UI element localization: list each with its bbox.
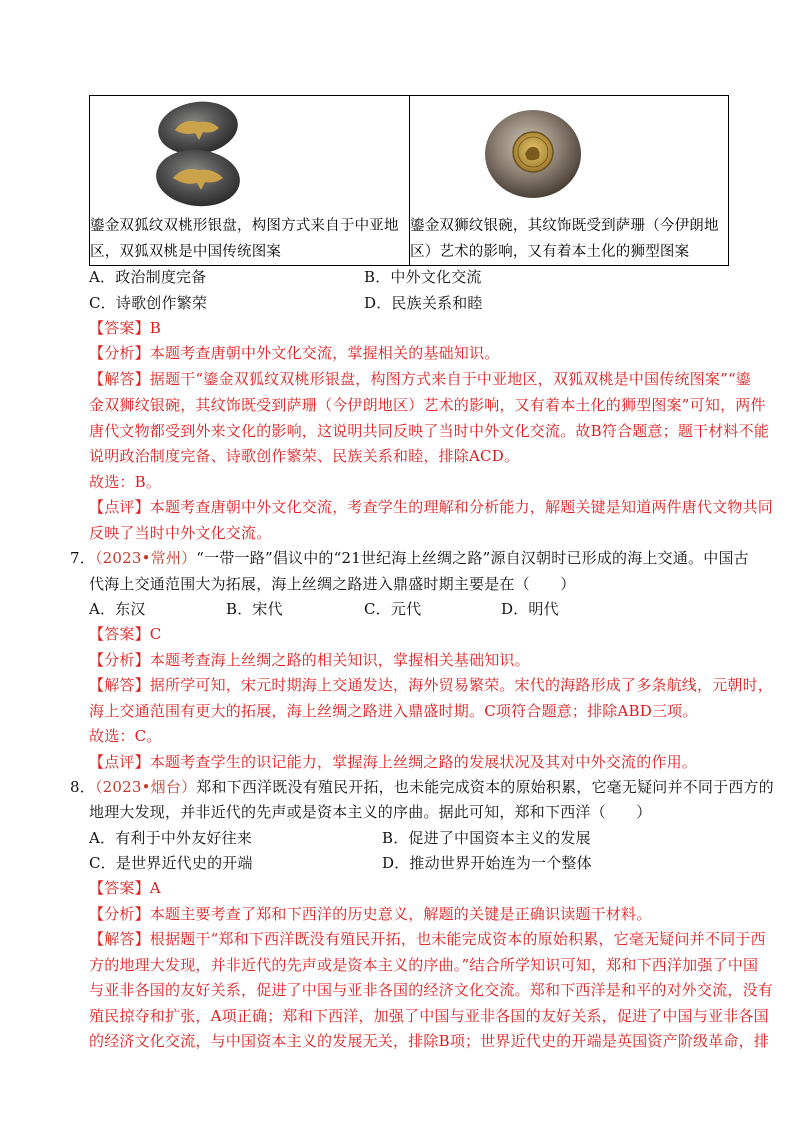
lion-bowl-caption-line1: 鎏金双狮纹银碗，其纹饰既受到萨珊（今伊朗地 — [410, 218, 719, 234]
fox-plate-caption-line1: 鎏金双狐纹双桃形银盘，构图方式来自于中亚地 — [90, 218, 399, 234]
q6-solution-line1: 【解答】据题干“鎏金双狐纹双桃形银盘，构图方式来自于中亚地区，双狐双桃是中国传统图案”“鎏 — [89, 370, 752, 388]
q6-choose: 故选：B。 — [89, 473, 162, 491]
q7-stem-text1: “一带一路”倡议中的“21世纪海上丝绸之路”源自汉朝时已形成的海上交通。中国古 — [196, 549, 749, 567]
artifact-cell-lion-bowl — [410, 96, 728, 265]
q8-solution-line3: 与亚非各国的友好关系，促进了中国与亚非各国的经济文化交流。郑和下西洋是和平的对外交流，没有 — [89, 981, 774, 999]
lion-bowl-image — [481, 102, 585, 206]
q6-comment-line1: 【点评】本题考查唐朝中外文化交流，考查学生的理解和分析能力，解题关键是知道两件唐代文物共同 — [89, 498, 774, 516]
q6-solution-line4: 说明政治制度完备、诗歌创作繁荣、民族关系和睦，排除ACD。 — [89, 447, 520, 465]
q8-solution-line5: 的经济文化交流，与中国资本主义的发展无关，排除B项；世界近代史的开端是英国资产阶级革命，排 — [89, 1032, 770, 1050]
fox-plate-image — [153, 100, 243, 208]
q6-answer: 【答案】B — [89, 319, 162, 337]
q7-stem-line1 — [70, 547, 749, 568]
q7-option-a: A．东汉 — [89, 600, 146, 618]
q7-stem-line2: 代海上交通范围大为拓展，海上丝绸之路进入鼎盛时期主要是在（ ） — [89, 575, 576, 593]
q7-comment: 【点评】本题考查学生的识记能力，掌握海上丝绸之路的发展状况及其对中外交流的作用。 — [89, 753, 698, 771]
q7-number: 7． — [70, 549, 95, 567]
q8-source: （2023•烟台） — [94, 778, 197, 796]
q7-choose: 故选：C。 — [89, 727, 162, 745]
q8-option-d: D．推动世界开始连为一个整体 — [382, 854, 592, 872]
q8-stem-line1 — [70, 776, 774, 797]
q7-analysis: 【分析】本题考查海上丝绸之路的相关知识，掌握相关基础知识。 — [89, 651, 530, 669]
q6-option-b: B．中外文化交流 — [364, 268, 482, 286]
q7-answer: 【答案】C — [89, 625, 162, 643]
q7-option-b: B．宋代 — [226, 600, 283, 618]
fox-plate-caption — [90, 213, 407, 265]
lion-bowl-caption — [410, 213, 726, 265]
fox-plate-caption-line2: 区，双狐双桃是中国传统图案 — [90, 244, 282, 260]
q7-solution-line2: 海上交通范围有更大的拓展，海上丝绸之路进入鼎盛时期。C项符合题意；排除ABD三项。 — [89, 702, 698, 720]
q8-analysis: 【分析】本题主要考查了郑和下西洋的历史意义，解题的关键是正确识读题干材料。 — [89, 905, 652, 923]
q6-solution-line3: 唐代文物都受到外来文化的影响，这说明共同反映了当时中外文化交流。故B符合题意；题干材料不能 — [89, 422, 770, 440]
q6-option-a: A．政治制度完备 — [89, 268, 207, 286]
q8-stem-line2: 地理大发现，并非近代的先声或是资本主义的序曲。据此可知，郑和下西洋（ ） — [89, 803, 652, 821]
q8-solution-line1: 【解答】根据题干“郑和下西洋既没有殖民开拓，也未能完成资本的原始积累，它毫无疑问并不同于西 — [89, 930, 766, 948]
q7-solution-line1: 【解答】据所学可知，宋元时期海上交通发达，海外贸易繁荣。宋代的海路形成了多条航线，元朝时， — [89, 676, 774, 694]
q8-option-b: B．促进了中国资本主义的发展 — [382, 829, 591, 847]
lion-bowl-caption-line2: 区）艺术的影响，又有着本土化的狮型图案 — [410, 244, 690, 260]
q8-solution-line4: 殖民掠夺和扩张，A项正确；郑和下西洋，加强了中国与亚非各国的友好关系，促进了中国与亚非各国 — [89, 1007, 769, 1025]
artifact-table — [89, 95, 729, 266]
q8-option-a: A．有利于中外友好往来 — [89, 829, 253, 847]
q6-comment-line2: 反映了当时中外文化交流。 — [89, 524, 272, 542]
q8-stem-text1: 郑和下西洋既没有殖民开拓，也未能完成资本的原始积累，它毫无疑问并不同于西方的 — [196, 778, 774, 796]
q6-option-c: C．诗歌创作繁荣 — [89, 294, 208, 312]
q8-solution-line2: 方的地理大发现，并非近代的先声或是资本主义的序曲。”结合所学知识可知，郑和下西洋加强了中国 — [89, 956, 759, 974]
q8-answer: 【答案】A — [89, 879, 161, 897]
q7-source: （2023•常州） — [94, 549, 197, 567]
q7-option-c: C．元代 — [364, 600, 422, 618]
artifact-cell-fox-plate — [90, 96, 410, 265]
q7-option-d: D．明代 — [501, 600, 559, 618]
q8-number: 8． — [70, 778, 95, 796]
q8-option-c: C．是世界近代史的开端 — [89, 854, 253, 872]
q6-option-d: D．民族关系和睦 — [364, 294, 483, 312]
q6-analysis: 【分析】本题考查唐朝中外文化交流，掌握相关的基础知识。 — [89, 344, 500, 362]
q6-solution-line2: 金双狮纹银碗，其纹饰既受到萨珊（今伊朗地区）艺术的影响，又有着本土化的狮型图案”可知，两件 — [89, 396, 766, 414]
